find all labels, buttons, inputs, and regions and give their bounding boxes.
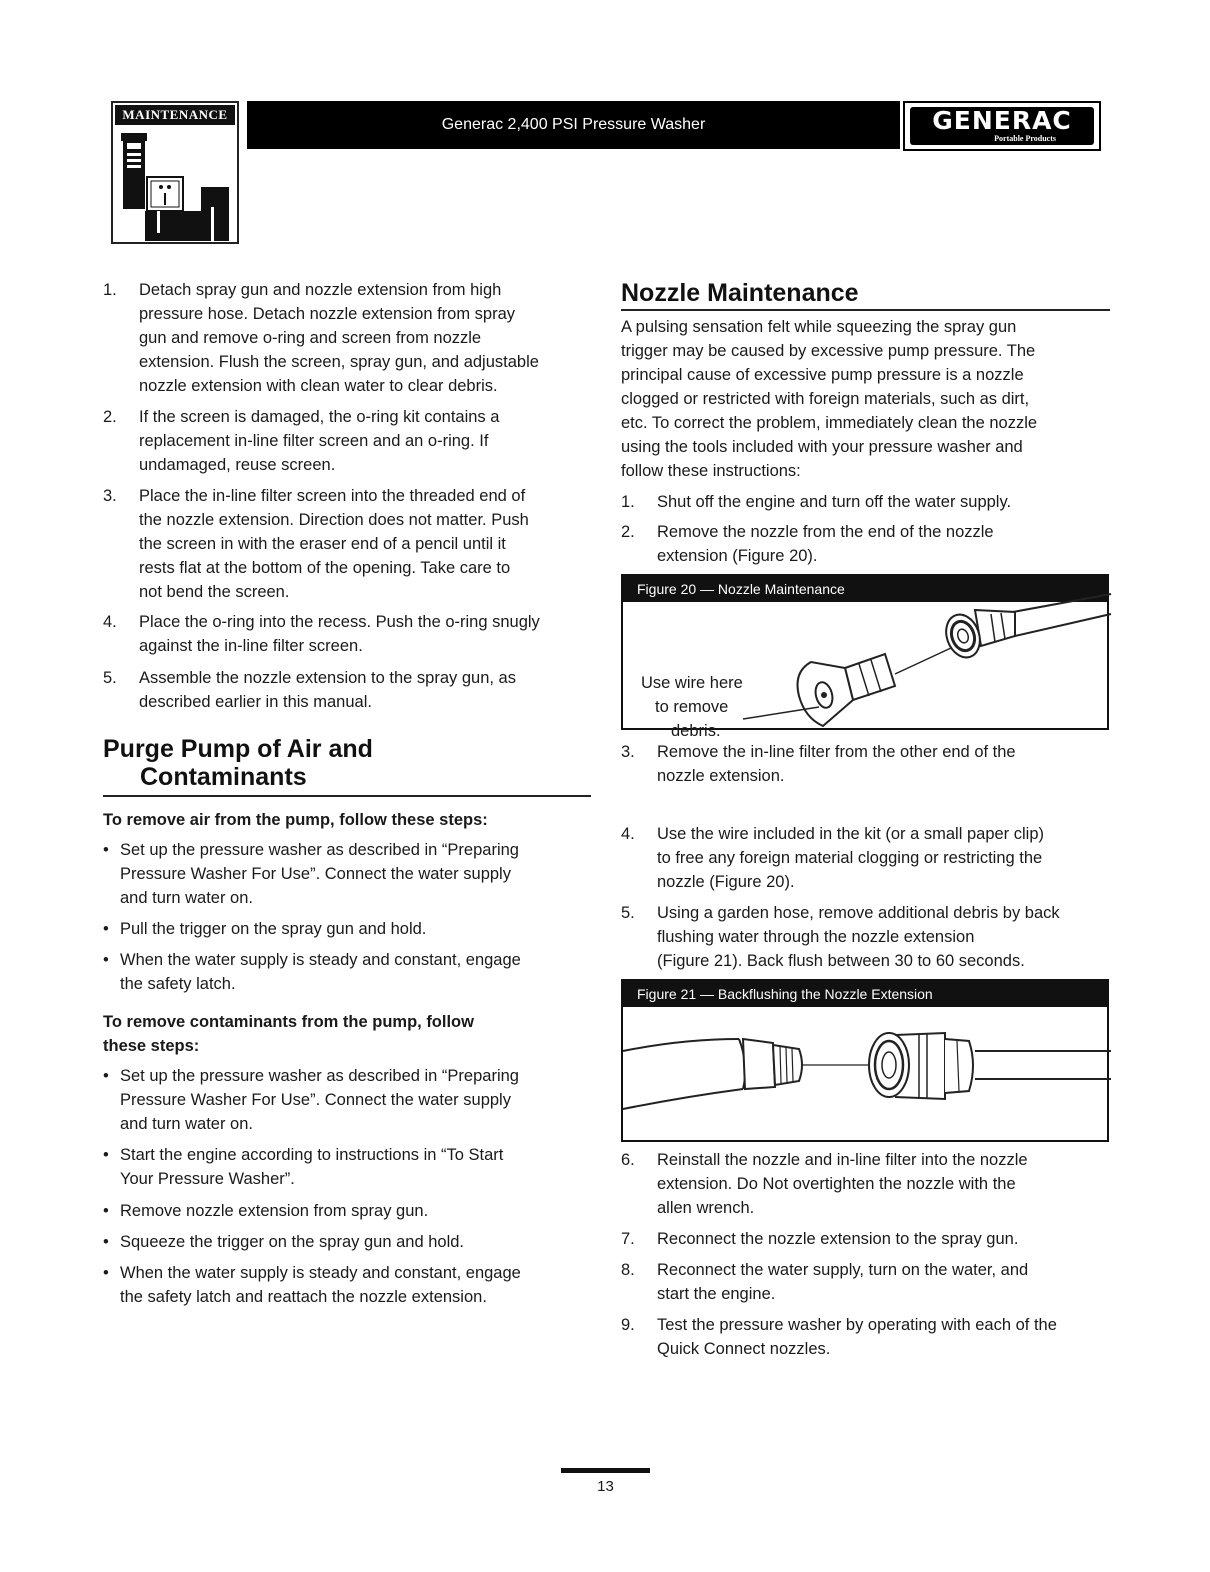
maintenance-label: MAINTENANCE <box>115 105 235 125</box>
generac-logo <box>903 101 1101 151</box>
callout-line: debris. <box>671 722 721 740</box>
nozzle-heading: Nozzle Maintenance <box>621 279 859 307</box>
contaminants-subheading <box>103 1010 593 1058</box>
bullet-icon: • <box>103 1067 109 1085</box>
step-line: extension (Figure 20). <box>657 547 818 565</box>
list-item <box>103 666 593 714</box>
heading-line: Contaminants <box>140 763 307 791</box>
step-line: rests flat at the bottom of the opening. Take care to <box>139 559 511 577</box>
subheading-line: these steps: <box>103 1037 200 1055</box>
step-line: described earlier in this manual. <box>139 693 372 711</box>
step-number: 7. <box>621 1230 635 1248</box>
bullet-line: When the water supply is steady and constant, engage <box>120 1264 521 1282</box>
page-number: 13 <box>597 1478 614 1495</box>
figure-20-callout <box>641 671 791 743</box>
step-line: nozzle extension with clean water to clear debris. <box>139 377 498 395</box>
callout-line: Use wire here <box>641 674 743 692</box>
intro-line: clogged or restricted with foreign materials, such as dirt, <box>621 390 1030 408</box>
list-item <box>103 405 593 477</box>
step-line: to free any foreign material clogging or restricting the <box>657 849 1043 867</box>
bullet-line: Your Pressure Washer”. <box>120 1170 295 1188</box>
bullet-icon: • <box>103 920 109 938</box>
heading-rule <box>621 309 1110 311</box>
bullet-line: Squeeze the trigger on the spray gun and hold. <box>120 1233 464 1251</box>
intro-line: follow these instructions: <box>621 462 801 480</box>
list-item <box>621 740 1111 788</box>
intro-line: trigger may be caused by excessive pump pressure. The <box>621 342 1036 360</box>
step-line: Reinstall the nozzle and in-line filter into the nozzle <box>657 1151 1028 1169</box>
step-line: allen wrench. <box>657 1199 755 1217</box>
bullet-icon: • <box>103 951 109 969</box>
list-item <box>103 610 593 658</box>
bullet-line: and turn water on. <box>120 1115 253 1133</box>
bullet-line: Pressure Washer For Use”. Connect the water supply <box>120 865 511 883</box>
maintenance-icon <box>117 127 235 241</box>
page-marker <box>561 1468 650 1473</box>
step-line: the screen in with the eraser end of a pencil until it <box>139 535 506 553</box>
list-item <box>103 917 593 941</box>
purge-heading <box>103 735 593 791</box>
step-line: Reconnect the water supply, turn on the water, and <box>657 1261 1029 1279</box>
step-line: flushing water through the nozzle extension <box>657 928 975 946</box>
step-number: 4. <box>103 613 117 631</box>
list-item <box>621 520 1111 568</box>
step-line: Remove the in-line filter from the other end of the <box>657 743 1016 761</box>
figure-20 <box>621 574 1109 740</box>
list-item <box>103 278 593 398</box>
backflush-illustration <box>623 981 1111 1144</box>
step-number: 2. <box>621 523 635 541</box>
intro-line: principal cause of excessive pump pressure is a nozzle <box>621 366 1024 384</box>
step-line: extension. Flush the screen, spray gun, and adjustable <box>139 353 539 371</box>
bullet-icon: • <box>103 841 109 859</box>
list-item <box>621 1313 1111 1361</box>
list-item <box>103 484 593 604</box>
step-line: Test the pressure washer by operating with each of the <box>657 1316 1057 1334</box>
step-line: Shut off the engine and turn off the water supply. <box>657 493 1012 511</box>
air-subheading: To remove air from the pump, follow these steps: <box>103 811 488 829</box>
list-item <box>621 1258 1111 1306</box>
list-item <box>621 901 1111 973</box>
logo-text: GENERAC <box>932 106 1072 135</box>
step-number: 1. <box>621 493 635 511</box>
intro-line: etc. To correct the problem, immediately clean the nozzle <box>621 414 1038 432</box>
step-line: against the in-line filter screen. <box>139 637 363 655</box>
list-item <box>103 948 593 996</box>
bullet-line: the safety latch. <box>120 975 236 993</box>
page-header-title: Generac 2,400 PSI Pressure Washer <box>441 116 706 133</box>
step-line: (Figure 21). Back flush between 30 to 60 seconds. <box>657 952 1025 970</box>
step-line: Detach spray gun and nozzle extension from high <box>139 281 502 299</box>
heading-line: Purge Pump of Air and <box>103 735 373 763</box>
bullet-line: and turn water on. <box>120 889 253 907</box>
step-number: 1. <box>103 281 117 299</box>
step-line: pressure hose. Detach nozzle extension from spray <box>139 305 516 323</box>
list-item <box>103 1064 593 1136</box>
figure-20-title: Figure 20 — Nozzle Maintenance <box>623 576 1107 602</box>
step-number: 3. <box>621 743 635 761</box>
list-item <box>103 838 593 910</box>
step-line: replacement in-line filter screen and an o-ring. If <box>139 432 489 450</box>
step-number: 3. <box>103 487 117 505</box>
heading-rule <box>103 795 591 797</box>
bullet-line: Pull the trigger on the spray gun and hold. <box>120 920 427 938</box>
step-line: nozzle (Figure 20). <box>657 873 795 891</box>
list-item <box>621 490 1111 514</box>
step-line: undamaged, reuse screen. <box>139 456 336 474</box>
intro-line: A pulsing sensation felt while squeezing the spray gun <box>621 318 1017 336</box>
step-number: 4. <box>621 825 635 843</box>
step-line: Remove the nozzle from the end of the nozzle <box>657 523 994 541</box>
step-number: 6. <box>621 1151 635 1169</box>
bullet-line: the safety latch and reattach the nozzle extension. <box>120 1288 487 1306</box>
step-line: start the engine. <box>657 1285 776 1303</box>
step-line: gun and remove o-ring and screen from nozzle <box>139 329 482 347</box>
step-number: 8. <box>621 1261 635 1279</box>
nozzle-intro <box>621 315 1111 483</box>
step-line: If the screen is damaged, the o-ring kit contains a <box>139 408 500 426</box>
step-line: extension. Do Not overtighten the nozzle with the <box>657 1175 1016 1193</box>
step-line: Use the wire included in the kit (or a small paper clip) <box>657 825 1045 843</box>
step-line: Quick Connect nozzles. <box>657 1340 831 1358</box>
figure-21-title: Figure 21 — Backflushing the Nozzle Extension <box>623 981 1107 1007</box>
list-item <box>103 1230 593 1254</box>
bullet-line: When the water supply is steady and constant, engage <box>120 951 521 969</box>
list-item <box>621 1227 1111 1251</box>
callout-line: to remove <box>655 698 729 716</box>
step-line: Using a garden hose, remove additional debris by back <box>657 904 1060 922</box>
step-line: Place the o-ring into the recess. Push the o-ring snugly <box>139 613 540 631</box>
list-item <box>621 1148 1111 1220</box>
intro-line: using the tools included with your pressure washer and <box>621 438 1023 456</box>
bullet-line: Set up the pressure washer as described in “Preparing <box>120 1067 519 1085</box>
bullet-icon: • <box>103 1233 109 1251</box>
bullet-line: Set up the pressure washer as described in “Preparing <box>120 841 519 859</box>
step-number: 5. <box>103 669 117 687</box>
subheading-line: To remove contaminants from the pump, follow <box>103 1013 474 1031</box>
step-line: Place the in-line filter screen into the threaded end of <box>139 487 526 505</box>
list-item <box>621 822 1111 894</box>
bullet-icon: • <box>103 1202 109 1220</box>
step-line: Reconnect the nozzle extension to the spray gun. <box>657 1230 1019 1248</box>
figure-21 <box>621 979 1109 1142</box>
step-line: Assemble the nozzle extension to the spray gun, as <box>139 669 516 687</box>
bullet-line: Start the engine according to instructions in “To Start <box>120 1146 504 1164</box>
step-line: nozzle extension. <box>657 767 785 785</box>
bullet-icon: • <box>103 1146 109 1164</box>
maintenance-badge <box>111 101 239 244</box>
step-line: not bend the screen. <box>139 583 290 601</box>
bullet-line: Pressure Washer For Use”. Connect the water supply <box>120 1091 511 1109</box>
list-item <box>103 1143 593 1191</box>
list-item <box>103 1199 593 1223</box>
step-number: 2. <box>103 408 117 426</box>
step-line: the nozzle extension. Direction does not matter. Push <box>139 511 529 529</box>
logo-subtext: Portable Products <box>994 134 1056 143</box>
step-number: 9. <box>621 1316 635 1334</box>
bullet-icon: • <box>103 1264 109 1282</box>
step-number: 5. <box>621 904 635 922</box>
list-item <box>103 1261 593 1309</box>
bullet-line: Remove nozzle extension from spray gun. <box>120 1202 429 1220</box>
